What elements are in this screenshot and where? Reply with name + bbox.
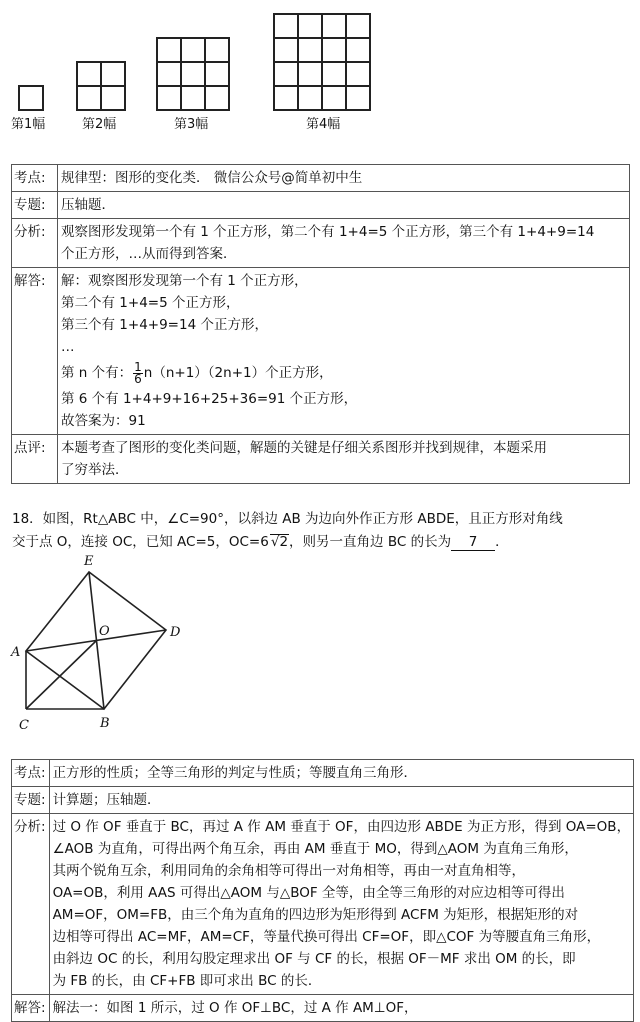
row-jieda — [12, 995, 634, 1022]
row-key: 专题: — [12, 787, 50, 814]
row-fenxi — [12, 219, 630, 268]
row-kaodian — [12, 760, 634, 787]
question-line-2: 交于点 O，连接 OC，已知 AC=5，OC=6 √2，则另一直角边 BC 的长为 7 ． — [12, 534, 509, 550]
row-jieda — [12, 268, 630, 435]
label-e: E — [84, 554, 94, 569]
caption-figure-1: 第1幅 — [11, 117, 46, 132]
caption-figure-4: 第4幅 — [306, 117, 341, 132]
segment-oc — [26, 641, 96, 709]
grid-4x4 — [274, 14, 370, 110]
row-content: 本题考查了图形的变化类问题，解题的关键是仔细关系图形并找到规律，本题采用 了穷举法． — [58, 435, 630, 484]
row-key: 解答: — [12, 995, 50, 1022]
row-content: 观察图形发现第一个有 1 个正方形，第二个有 1+4=5 个正方形，第三个有 1+4+9=14 个正方形，…从而得到答案． — [58, 219, 630, 268]
row-key: 专题: — [12, 192, 58, 219]
row-dianping — [12, 435, 630, 484]
row-content: 计算题；压轴题． — [49, 787, 634, 814]
row-key: 解答: — [12, 268, 58, 435]
row-key: 点评: — [12, 435, 58, 484]
label-d: D — [170, 625, 181, 640]
label-c: C — [19, 718, 29, 733]
nth-term-line: 第 n 个有： $\frac{1}{6}$ n（n+1）（2n+1）个正方形， — [61, 359, 333, 386]
grid-2x2 — [77, 62, 125, 110]
question-18 — [12, 508, 632, 554]
row-content: 过 O 作 OF 垂直于 BC，再过 A 作 AM 垂直于 OF，由四边形 ABDE 为正方形，得到 OA=OB， ∠AOB 为直角，可得出两个角互余，再由 AM 垂直于 MO，得到△AOM 为直角三角形， 其两个锐角互余，利用同角的余角相等可得出一对角相等，再由一对直角相等， OA=OB，利用 AAS 可得出△AOM 与△BOF 全等，由全等三角形的对应边相等可得出 AM=OF，OM=FB，由三个角为直角的四边形为矩形得到 ACFM 为矩形，根据矩形的对 边相等可得出 AC=MF，AM=CF，等量代换可得出 CF=OF，即△COF 为等腰直角三角形， 由斜边 OC 的长，利用勾股定理求出 OF 与 CF 的长，根据 OF－MF 求出 OM 的长，即 为 FB 的长，由 CF+FB 即可求出 BC 的长． — [49, 814, 634, 995]
row-fenxi — [12, 814, 634, 995]
sqrt-symbol: √2 — [270, 534, 289, 550]
row-kaodian — [12, 165, 630, 192]
row-key: 考点: — [12, 165, 58, 192]
row-content: 解法一：如图 1 所示，过 O 作 OF⊥BC，过 A 作 AM⊥OF， — [49, 995, 634, 1022]
grid-1x1 — [19, 86, 43, 110]
row-key: 分析: — [12, 219, 58, 268]
label-a: A — [11, 645, 21, 660]
question-line-1: 18．如图，Rt△ABC 中，∠C=90°，以斜边 AB 为边向外作正方形 ABDE，且正方形对角线 — [12, 511, 563, 527]
caption-figure-2: 第2幅 — [82, 117, 117, 132]
grid-3x3 — [157, 38, 229, 110]
fraction: $\frac{1}{6}$ — [134, 359, 142, 386]
geometry-figure — [0, 553, 200, 738]
label-o: O — [99, 624, 110, 639]
row-key: 考点: — [12, 760, 50, 787]
row-content: 规律型：图形的变化类． 微信公众号@简单初中生 — [58, 165, 630, 192]
label-b: B — [100, 716, 110, 731]
caption-figure-3: 第3幅 — [174, 117, 209, 132]
solution-table-18 — [11, 759, 634, 1022]
row-key: 分析: — [12, 814, 50, 995]
row-zhuanti — [12, 787, 634, 814]
solution-table-17 — [11, 164, 630, 484]
row-content: 解：观察图形发现第一个有 1 个正方形， 第二个有 1+4=5 个正方形， 第三个有 1+4+9=14 个正方形， … 第 n 个有： $\frac{1}{6}$ n（n+1）（2n+1）个正方形， 第 6 个有 1+4+9+16+25+36=91 个正方形， 故答案为：91 — [58, 268, 630, 435]
row-zhuanti — [12, 192, 630, 219]
row-content: 正方形的性质；全等三角形的判定与性质；等腰直角三角形． — [49, 760, 634, 787]
answer-blank: 7 — [451, 534, 495, 551]
row-content: 压轴题． — [58, 192, 630, 219]
